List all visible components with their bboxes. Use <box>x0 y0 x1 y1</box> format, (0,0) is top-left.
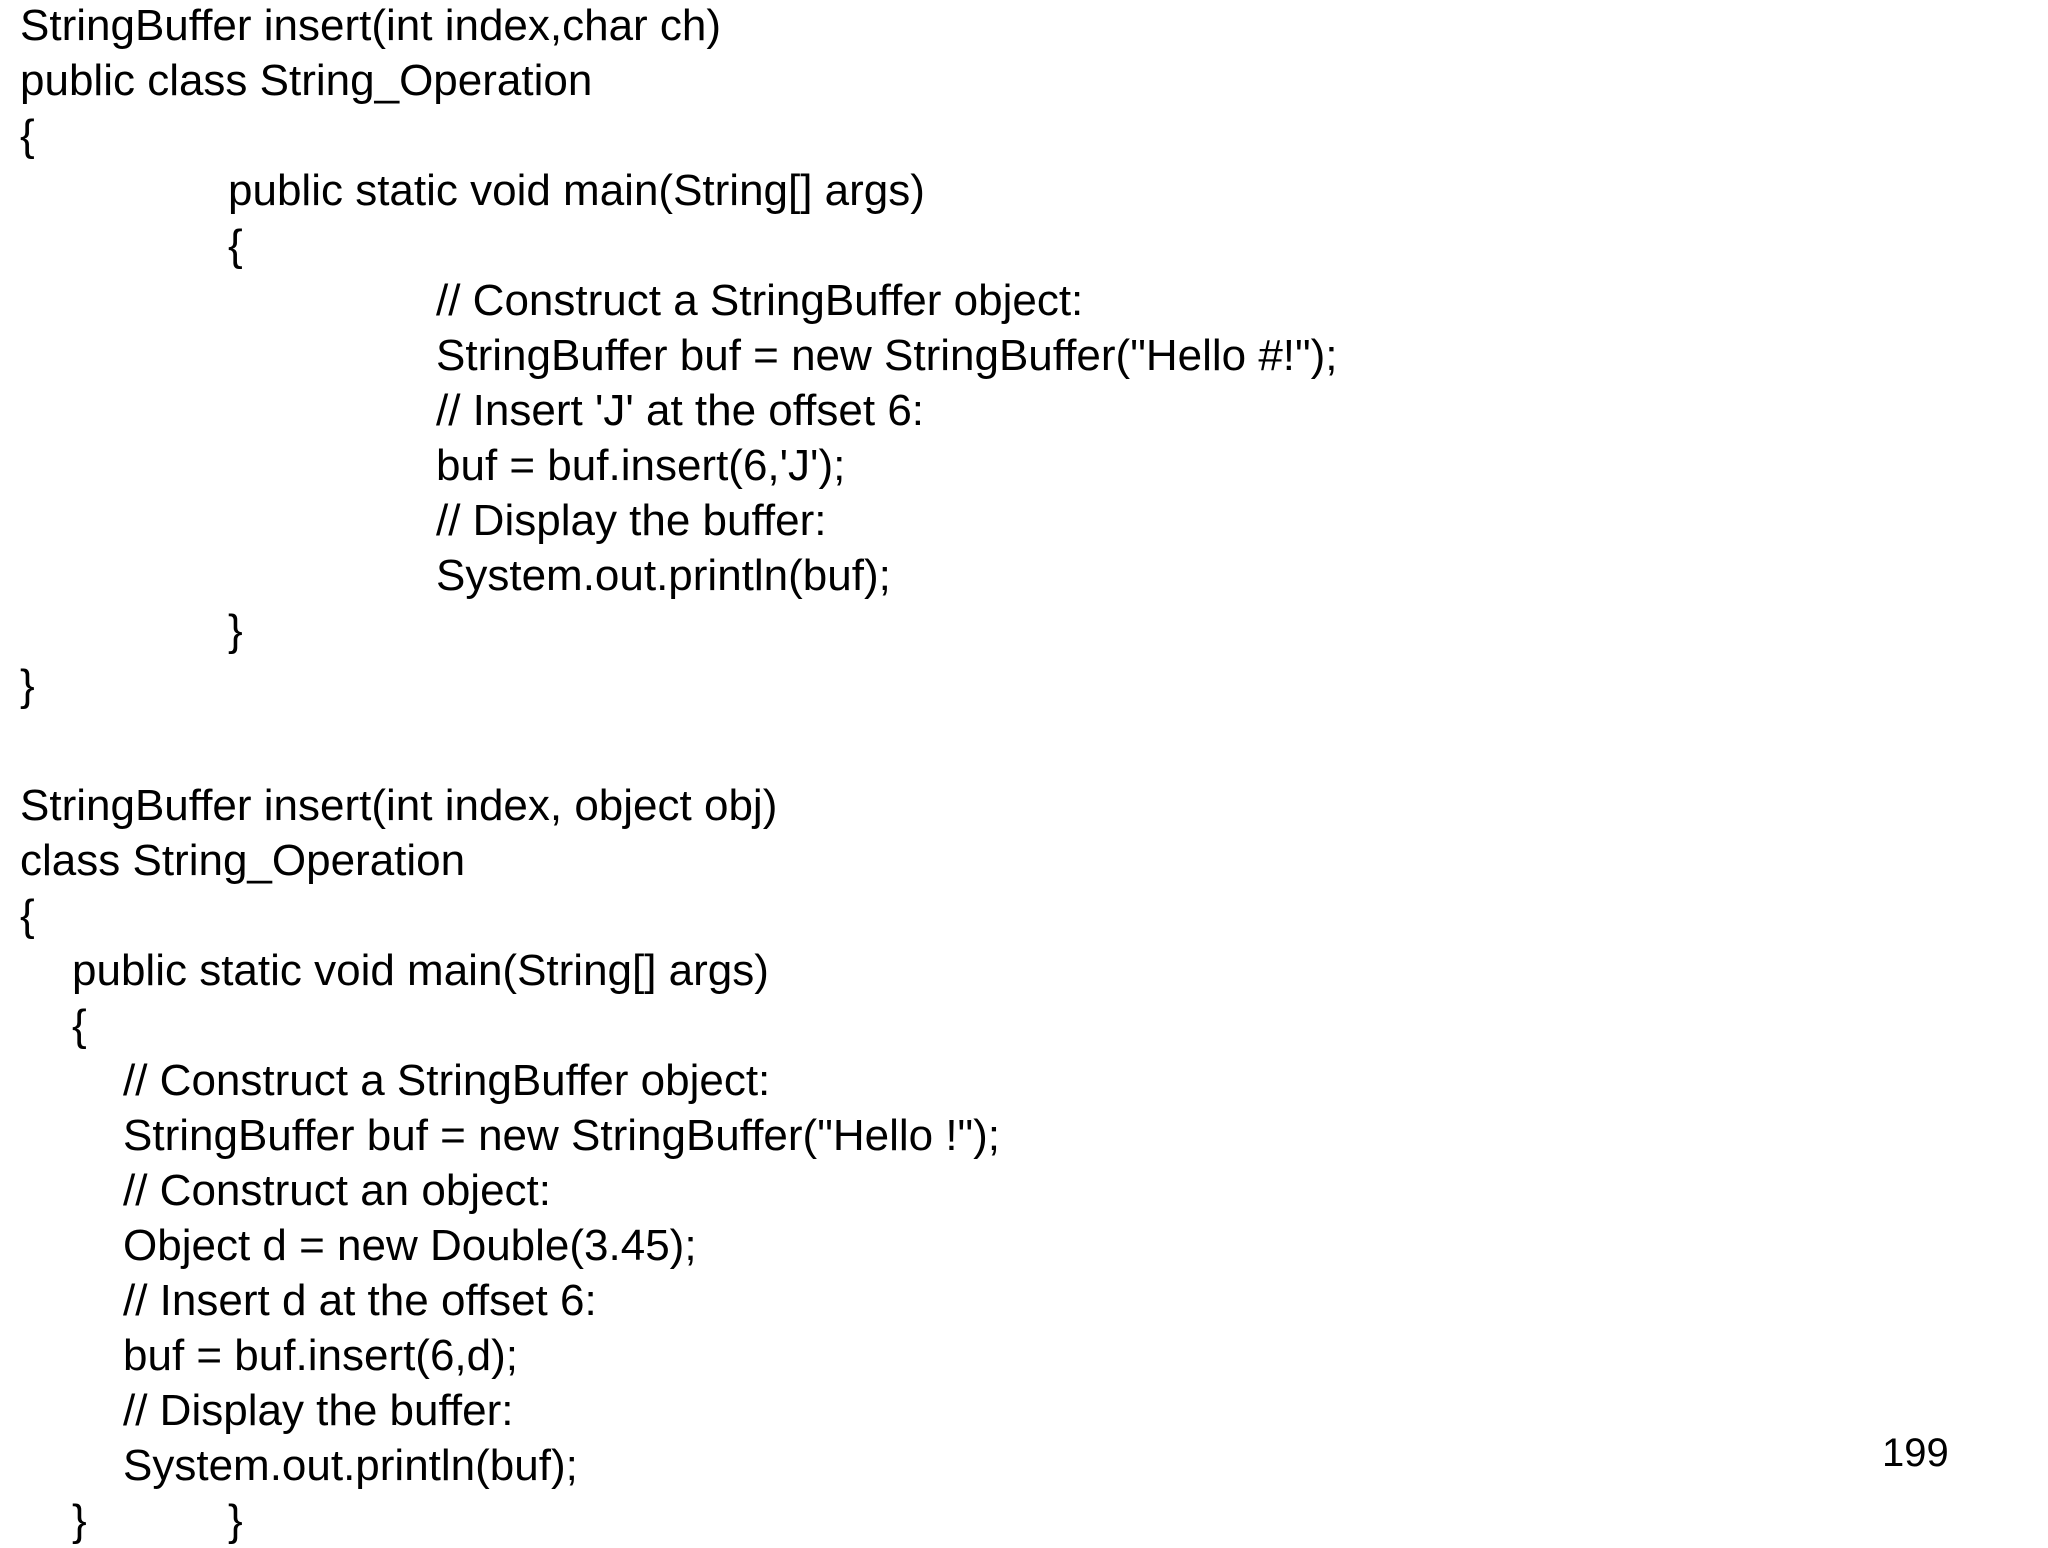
section1-method-close-brace: } <box>228 606 243 655</box>
section2-method-declaration: public static void main(String[] args) <box>72 946 769 995</box>
section1-code-line: // Construct a StringBuffer object: <box>436 276 1084 325</box>
section2-class-close-brace: } <box>228 1496 243 1545</box>
section2-code-line: // Construct a StringBuffer object: <box>123 1056 771 1105</box>
section1-code-line: // Display the buffer: <box>436 496 827 545</box>
section2-code-line: buf = buf.insert(6,d); <box>123 1331 518 1380</box>
section2-code-line: StringBuffer buf = new StringBuffer("Hello !"); <box>123 1111 1001 1160</box>
section1-code-line: buf = buf.insert(6,'J'); <box>436 441 846 490</box>
section1-code-line: System.out.println(buf); <box>436 551 891 600</box>
section2-code-line: // Construct an object: <box>123 1166 551 1215</box>
section1-code-line: // Insert 'J' at the offset 6: <box>436 386 925 435</box>
section1-class-close-brace: } <box>20 661 35 710</box>
section2-method-close-brace: } <box>72 1496 87 1545</box>
section1-heading: StringBuffer insert(int index,char ch) <box>20 1 722 50</box>
section2-class-open-brace: { <box>20 891 35 940</box>
section2-class-declaration: class String_Operation <box>20 836 466 885</box>
section2-code-line: // Display the buffer: <box>123 1386 514 1435</box>
page-number: 199 <box>1882 1431 1949 1475</box>
section1-method-declaration: public static void main(String[] args) <box>228 166 925 215</box>
section2-code-line: // Insert d at the offset 6: <box>123 1276 597 1325</box>
section2-code-line: System.out.println(buf); <box>123 1441 578 1490</box>
section1-class-declaration: public class String_Operation <box>20 56 593 105</box>
section1-class-open-brace: { <box>20 111 35 160</box>
section1-code-line: StringBuffer buf = new StringBuffer("Hello #!"); <box>436 331 1338 380</box>
section2-heading: StringBuffer insert(int index, object obj) <box>20 781 778 830</box>
section2-method-open-brace: { <box>72 1001 87 1050</box>
section2-code-line: Object d = new Double(3.45); <box>123 1221 697 1270</box>
section1-method-open-brace: { <box>228 221 243 270</box>
